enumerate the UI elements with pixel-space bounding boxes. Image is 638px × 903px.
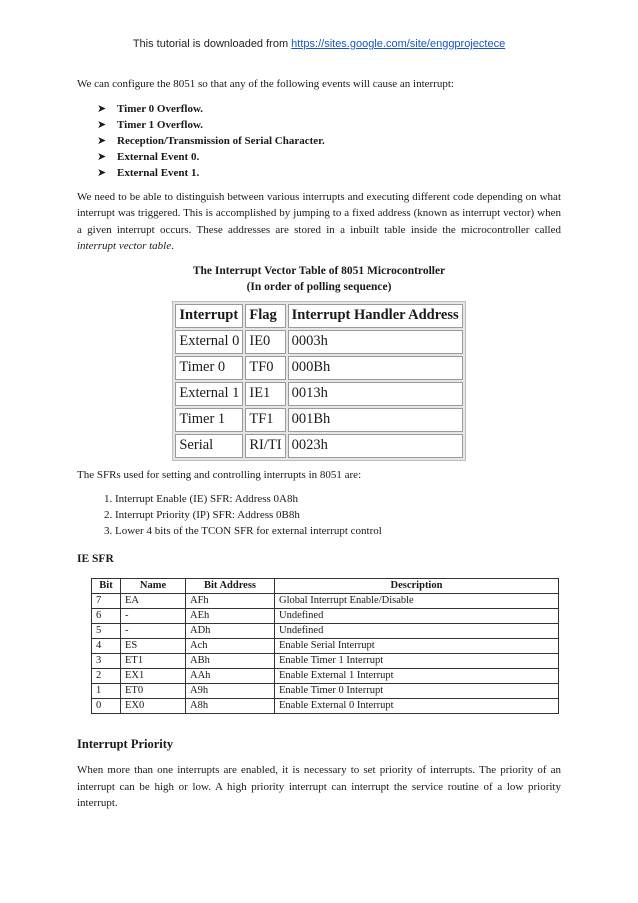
header-cell: Bit Address [186, 578, 275, 593]
header-cell: Bit [92, 578, 121, 593]
header-text: This tutorial is downloaded from [132, 38, 292, 50]
table-cell: A9h [186, 683, 275, 698]
table-row [175, 356, 462, 380]
intro-paragraph: We can configure the 8051 so that any of the following events will cause an interrupt: [77, 78, 454, 90]
table-cell: EX1 [121, 668, 186, 683]
table-header-row [175, 304, 462, 328]
table-cell: TF1 [245, 408, 285, 432]
table-cell: Undefined [275, 623, 559, 638]
table-cell: 000Bh [288, 356, 463, 380]
table-cell: Ach [186, 638, 275, 653]
table-cell: AEh [186, 608, 275, 623]
table-cell: ET0 [121, 683, 186, 698]
table-cell: 001Bh [288, 408, 463, 432]
list-item: ➤ Timer 1 Overflow. [97, 118, 204, 131]
header-cell: Description [275, 578, 559, 593]
table-header-row [92, 578, 559, 593]
table-row [92, 593, 559, 608]
sfr-intro: The SFRs used for setting and controlling interrupts in 8051 are: [77, 468, 362, 481]
table-cell: AFh [186, 593, 275, 608]
table-row [175, 408, 462, 432]
table-cell: EA [121, 593, 186, 608]
table-row [92, 653, 559, 668]
page-header [0, 38, 638, 50]
list-item: ➤ Timer 0 Overflow. [97, 102, 204, 115]
list-item: ➤ External Event 1. [97, 166, 200, 179]
table-cell: 0003h [288, 330, 463, 354]
table-cell: 6 [92, 608, 121, 623]
interrupt-vector-table [172, 301, 465, 461]
table-row [92, 623, 559, 638]
list-item: ➤ External Event 0. [97, 150, 200, 163]
sfr-list [77, 491, 561, 539]
page-content [77, 76, 561, 812]
table-cell: ES [121, 638, 186, 653]
list-item: ➤ Reception/Transmission of Serial Character. [97, 134, 325, 147]
list-item: 3. Lower 4 bits of the TCON SFR for external interrupt control [115, 523, 561, 539]
list-item: 1. Interrupt Enable (IE) SFR: Address 0A8h [115, 491, 561, 507]
table-cell: 4 [92, 638, 121, 653]
table-cell: Undefined [275, 608, 559, 623]
table-cell: 0013h [288, 382, 463, 406]
ie-sfr-heading: IE SFR [77, 553, 114, 565]
table-cell: Timer 1 [175, 408, 243, 432]
table-row [175, 434, 462, 458]
ivt-title: The Interrupt Vector Table of 8051 Microcontroller [192, 264, 446, 277]
table-cell: ABh [186, 653, 275, 668]
table-cell: TF0 [245, 356, 285, 380]
table-row [175, 330, 462, 354]
ivt-wrapper [77, 301, 561, 461]
arrow-bullet-icon: ➤ [97, 118, 107, 131]
source-link[interactable]: https://sites.google.com/site/enggprojectece [291, 38, 506, 50]
table-cell: 5 [92, 623, 121, 638]
table-cell: AAh [186, 668, 275, 683]
table-row [92, 608, 559, 623]
arrow-bullet-icon: ➤ [97, 102, 107, 115]
table-cell: RI/TI [245, 434, 285, 458]
table-cell: Timer 0 [175, 356, 243, 380]
vector-paragraph: We need to be able to distinguish between various interrupts and executing different code depending on what interrupt was triggered. This is accomplished by jumping to a fixed address (known as interrupt vector) when a given interrupt occurs. These addresses are stored in a inbuilt table inside the microcontroller called interrupt vector table. [77, 190, 561, 252]
table-cell: External 0 [175, 330, 243, 354]
table-cell: IE1 [245, 382, 285, 406]
table-cell: Enable Timer 0 Interrupt [275, 683, 559, 698]
table-cell: 7 [92, 593, 121, 608]
table-cell: EX0 [121, 698, 186, 713]
table-cell: External 1 [175, 382, 243, 406]
table-cell: 3 [92, 653, 121, 668]
arrow-bullet-icon: ➤ [97, 166, 107, 179]
table-cell: - [121, 623, 186, 638]
emphasis-text: interrupt vector table [77, 240, 172, 252]
list-item: 2. Interrupt Priority (IP) SFR: Address 0B8h [115, 507, 561, 523]
header-cell: Name [121, 578, 186, 593]
table-cell: Enable External 1 Interrupt [275, 668, 559, 683]
table-cell: 1 [92, 683, 121, 698]
priority-paragraph: When more than one interrupts are enabled, it is necessary to set priority of interrupts. The priority of an interrupt can be high or low. A high priority interrupt can interrupt the service routine of a low priority interrupt. [77, 764, 561, 809]
table-row [92, 698, 559, 713]
table-cell: 0023h [288, 434, 463, 458]
arrow-bullet-icon: ➤ [97, 134, 107, 147]
table-cell: - [121, 608, 186, 623]
ie-sfr-table [91, 578, 559, 714]
table-cell: 0 [92, 698, 121, 713]
table-row [92, 638, 559, 653]
priority-heading: Interrupt Priority [77, 736, 174, 751]
table-cell: Enable Serial Interrupt [275, 638, 559, 653]
table-cell: Global Interrupt Enable/Disable [275, 593, 559, 608]
table-row [175, 382, 462, 406]
table-cell: ET1 [121, 653, 186, 668]
table-row [92, 683, 559, 698]
ivt-subtitle: (In order of polling sequence) [246, 280, 392, 293]
arrow-bullet-icon: ➤ [97, 150, 107, 163]
table-cell: 2 [92, 668, 121, 683]
table-row [92, 668, 559, 683]
header-cell: Interrupt [175, 304, 243, 328]
header-cell: Flag [245, 304, 285, 328]
table-cell: IE0 [245, 330, 285, 354]
table-cell: Serial [175, 434, 243, 458]
header-cell: Interrupt Handler Address [288, 304, 463, 328]
table-cell: Enable Timer 1 Interrupt [275, 653, 559, 668]
table-cell: Enable External 0 Interrupt [275, 698, 559, 713]
interrupt-events-list [77, 101, 561, 181]
table-cell: ADh [186, 623, 275, 638]
table-cell: A8h [186, 698, 275, 713]
